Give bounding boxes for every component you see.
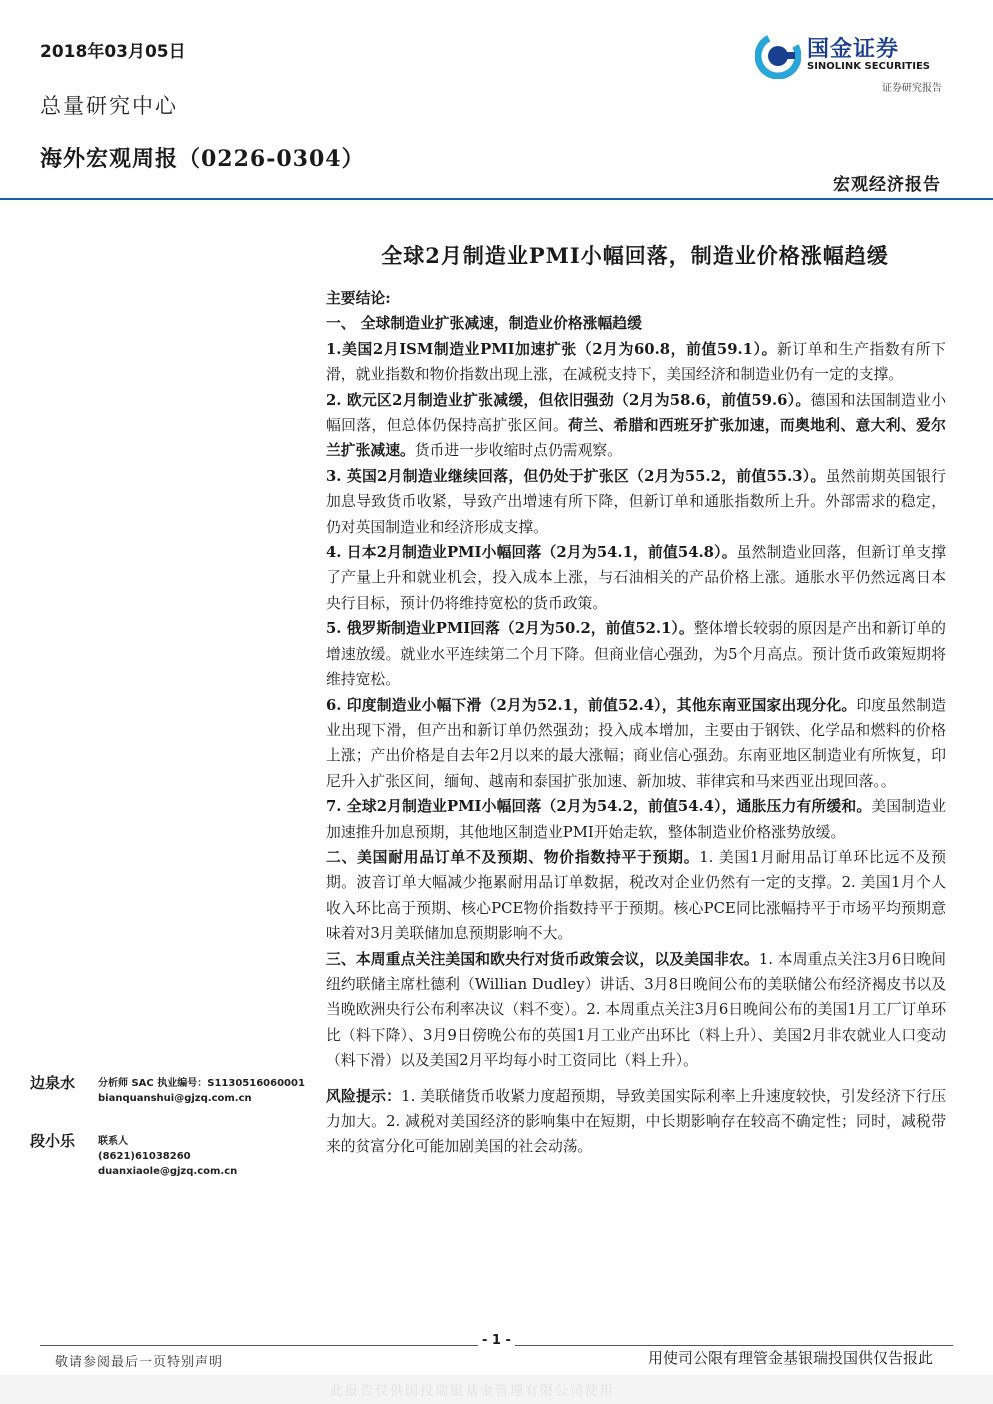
paragraph-global: 7. 全球2月制造业PMI小幅回落（2月为54.2，前值54.4），通胀压力有所缓和。美国制造业加速推升加息预期，其他地区制造业PMI开始走软，整体制造业价格涨势放缓。 bbox=[326, 798, 946, 841]
paragraph-japan: 4. 日本2月制造业PMI小幅回落（2月为54.1，前值54.8）。虽然制造业回落，但新订单支撑了产量上升和就业机会，投入成本上涨，与石油相关的产品价格上涨。通胀水平仍然远离日本央行目标，预计仍将维持宽松的货币政策。 bbox=[326, 544, 946, 612]
main-title: 全球2月制造业PMI小幅回落，制造业价格涨幅趋缓 bbox=[381, 243, 889, 268]
contact-entry bbox=[30, 1130, 320, 1188]
paragraph-eurozone: 2. 欧元区2月制造业扩张减缓，但依旧强劲（2月为58.6，前值59.6）。德国和法国制造业小幅回落，但总体仍保持高扩张区间。荷兰、希腊和西班牙扩张加速，而奥地利、意大利、爱尔兰扩张减速。货币进一步收缩时点仍需观察。 bbox=[326, 391, 946, 460]
section1-heading: 一、 全球制造业扩张减速，制造业价格涨幅趋缓 bbox=[326, 315, 642, 333]
logo-cn-name: 国金证券 bbox=[807, 37, 900, 62]
logo-mark-icon bbox=[755, 33, 801, 79]
paragraph-us-ism: 1.美国2月ISM制造业PMI加速扩张（2月为60.8，前值59.1）。新订单和生产指数有所下滑，就业指数和物价指数出现上涨，在减税支持下，美国经济和制造业仍有一定的支撑。 bbox=[326, 340, 946, 384]
contact-name: 段小乐 bbox=[30, 1132, 76, 1150]
section3-paragraph: 三、本周重点关注美国和欧央行对货币政策会议，以及美国非农。1. 本周重点关注3月6日晚间纽约联储主席杜德利（Willian Dudley）讲话、3月8日晚间公布的美联储公布经济褐皮书以及当晚欧洲央行公布利率决议（料不变）。2. 本周重点关注3月6日晚间公布的美国1月工厂订单环比（料下降）、3月9日傍晚公布的英国1月工业产出环比（料上升）、美国2月非农就业人口变动（料下滑）以及美国2月平均每小时工资同比（料上升）。 bbox=[326, 950, 946, 1070]
paragraph-india: 6. 印度制造业小幅下滑（2月为52.1，前值52.4），其他东南亚国家出现分化。印度虽然制造业出现下滑，但产出和新订单仍然强劲；投入成本增加，主要由于钢铁、化学品和燃料的价格上涨；产出价格是自去年2月以来的最大涨幅；商业信心强劲。东南亚地区制造业有所恢复，印尼升入扩张区间，缅甸、越南和泰国扩张加速、新加坡、菲律宾和马来西亚出现回落。。 bbox=[326, 696, 946, 790]
main-content bbox=[326, 286, 946, 1160]
report-title: 海外宏观周报（0226-0304） bbox=[40, 146, 365, 172]
report-date: 2018年03月05日 bbox=[40, 42, 186, 62]
research-center: 总量研究中心 bbox=[40, 94, 178, 118]
analyst-name: 边泉水 bbox=[30, 1074, 76, 1092]
analyst-entry bbox=[30, 1072, 320, 1130]
analyst-panel bbox=[30, 1072, 320, 1188]
page-number: - 1 - bbox=[478, 1333, 515, 1348]
contact-info: 联系人 (8621)61038260 duanxiaole@gjzq.com.cn bbox=[98, 1136, 238, 1177]
footer-right-text: 用使司公限有理管金基银瑞投国供仅告报此 bbox=[647, 1349, 933, 1367]
report-category: 宏观经济报告 bbox=[833, 175, 941, 195]
conclusions-heading: 主要结论: bbox=[326, 290, 391, 307]
disclaimer-note: 敬请参阅最后一页特别声明 bbox=[55, 1355, 224, 1370]
analyst-email[interactable]: bianquanshui@gjzq.com.cn bbox=[98, 1093, 252, 1104]
paragraph-uk: 3. 英国2月制造业继续回落，但仍处于扩张区（2月为55.2，前值55.3）。虽然前期英国银行加息导致货币收紧，导致产出增速有所下降，但新订单和通胀指数所上升。外部需求的稳定，仍对英国制造业和经济形成支撑。 bbox=[326, 467, 946, 536]
section2-paragraph: 二、美国耐用品订单不及预期、物价指数持平于预期。1. 美国1月耐用品订单环比远不及预期。波音订单大幅减少拖累耐用品订单数据，税改对企业仍然有一定的支撑。2. 美国1月个人收入环比高于预期、核心PCE物价指数持平于预期。核心PCE同比涨幅持平于市场平均预期意味着对3月美联储加息预期影响不大。 bbox=[326, 848, 946, 943]
watermark-text: 此报告仅供国投瑞银基金管理有限公司使用 bbox=[330, 1384, 616, 1399]
sinolink-logo bbox=[755, 30, 950, 100]
risk-warning: 风险提示：1. 美联储货币收紧力度超预期，导致美国实际利率上升速度较快，引发经济下行压力加大。2. 减税对美国经济的影响集中在短期，中长期影响存在较高不确定性；同时，减税带来的贫富分化可能加剧美国的社会动荡。 bbox=[326, 1087, 946, 1156]
header-divider bbox=[0, 198, 993, 200]
watermark-bar bbox=[0, 1375, 993, 1404]
paragraph-russia: 5. 俄罗斯制造业PMI回落（2月为50.2，前值52.1）。整体增长较弱的原因是产出和新订单的增速放缓。就业水平连续第二个月下降。但商业信心强劲，为5个月高点。预计货币政策短期将维持宽松。 bbox=[326, 620, 946, 689]
logo-subtitle: 证券研究报告 bbox=[882, 83, 942, 94]
logo-en-name: SINOLINK SECURITIES bbox=[807, 61, 930, 72]
analyst-info: 分析师 SAC 执业编号：S1130516060001 bianquanshui@gjzq.com.cn bbox=[98, 1078, 305, 1104]
contact-email[interactable]: duanxiaole@gjzq.com.cn bbox=[98, 1166, 238, 1177]
